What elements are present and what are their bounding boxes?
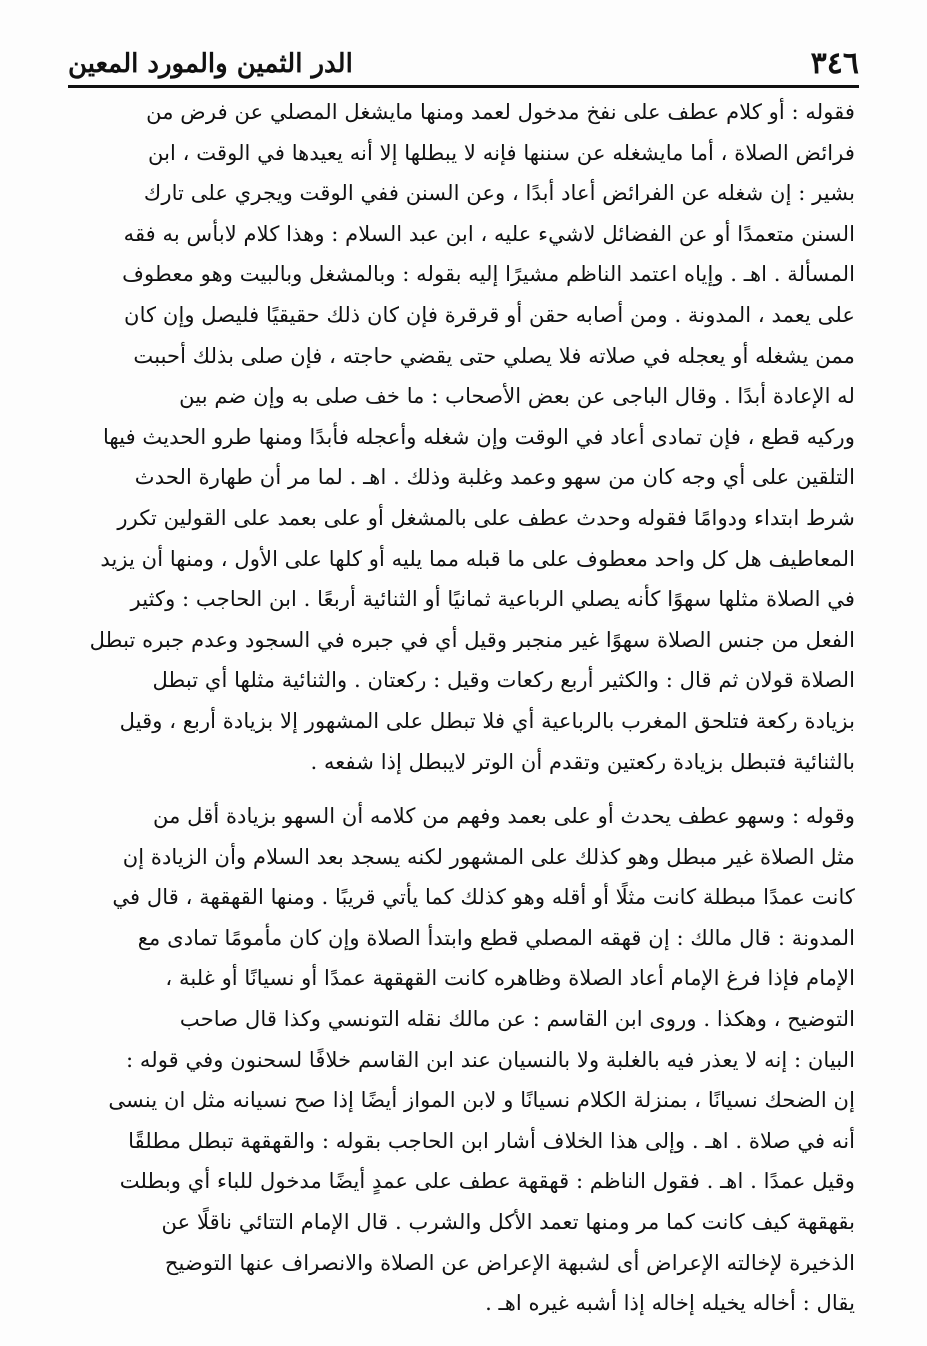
text-line: مثل الصلاة غير مبطل وهو كذلك على المشهور لكنه يسجد بعد السلام وأن الزيادة إن	[122, 843, 855, 869]
text-line: الصلاة قولان ثم قال : والكثير أربع ركعات وقيل : ركعتان . والثنائية مثلها أي تبطل	[152, 667, 855, 693]
text-line: له الإعادة أبدًا . وقال الباجى عن بعض الأصحاب : ما خف صلى به وإن ضم بين	[179, 383, 855, 409]
text-line: السنن متعمدًا أو عن الفضائل لاشيء عليه ، ابن عبد السلام : وهذا كلام لابأس به فقه	[123, 220, 855, 246]
text-line: التلقين على أي وجه كان من سهو وعمد وغلبة وذلك . اهـ . لما مر أن طهارة الحدث	[134, 464, 855, 490]
text-line: بالثنائية فتبطل بزيادة ركعتين وتقدم أن الوتر لايبطل إذا شفعه .	[310, 748, 855, 774]
text-line: بقهقهة كيف كانت كما مر ومنها تعمد الأكل والشرب . قال الإمام التتائي ناقلًا عن	[161, 1209, 855, 1235]
text-line: البيان : إنه لا يعذر فيه بالغلبة ولا بالنسيان عند ابن القاسم خلافًا لسحنون وفي قوله :	[126, 1046, 855, 1072]
text-line: فقوله : أو كلام عطف على نفخ مدخول لعمد ومنها مايشغل المصلي عن فرض من	[146, 99, 855, 124]
running-header	[68, 38, 859, 84]
text-line: في الصلاة مثلها سهوًا كأنه يصلي الرباعية ثمانيًا أو الثنائية أربعًا . ابن الحاجب : وكثير	[130, 586, 855, 612]
text-line: على يعمد ، المدونة . ومن أصابه حقن أو قرقرة فإن كان ذلك حقيقيًا فليصل وإن كان	[124, 301, 855, 327]
page-number: ٣٤٦	[810, 46, 859, 81]
text-line: الفعل من جنس الصلاة سهوًا غير منجبر وقيل أي في جبره في السجود وعدم جبره تبطل	[89, 626, 855, 652]
text-line: فرائض الصلاة ، أما مايشغله عن سننها فإنه لا يبطلها إلا أنه يعيدها في الوقت ، ابن	[148, 139, 855, 165]
text-line: المسألة . اهـ . وإياه اعتمد الناظم مشيرًا إليه بقوله : وبالمشغل وبالبيت وهو معطوف	[122, 261, 855, 287]
text-line: أنه في صلاة . اهـ . وإلى هذا الخلاف أشار ابن الحاجب بقوله : والقهقهة تبطل مطلقًا	[128, 1127, 855, 1153]
text-line: شرط ابتداء ودوامًا فقوله وحدث عطف على بالمشغل أو على بعمد على القولين تكرر	[117, 504, 855, 530]
text-line: الإمام فإذا فرغ الإمام أعاد الصلاة وظاهره كانت القهقهة عمدًا أو نسيانًا أو غلبة ،	[165, 965, 855, 991]
book-title: الدر الثمين والمورد المعين	[68, 49, 353, 79]
paragraph	[72, 796, 855, 1324]
text-line: الذخيرة لإخالته الإعراض أى لشبهة الإعراض عن الصلاة والانصراف عنها التوضيح	[164, 1249, 855, 1275]
text-line: يقال : أخاله يخيله إخاله إذا أشبه غيره اهـ .	[485, 1290, 855, 1316]
paragraph	[72, 92, 855, 782]
text-line: وقوله : وسهو عطف يحدث أو على بعمد وفهم من كلامه أن السهو بزيادة أقل من	[152, 803, 855, 829]
text-line: إن الضحك نسيانًا ، بمنزلة الكلام نسيانًا و لابن المواز أيضًا إذا صح نسيانه مثل ان ينسى	[108, 1087, 855, 1113]
header-rule	[68, 85, 859, 88]
text-line: التوضيح ، وهكذا . وروى ابن القاسم : عن مالك نقله التونسي وكذا قال صاحب	[179, 1006, 855, 1032]
text-line: بزيادة ركعة فتلحق المغرب بالرباعية أي فلا تبطل على المشهور إلا بزيادة أربع ، وقيل	[119, 707, 855, 733]
main-text	[72, 92, 855, 1324]
text-line: المعاطيف هل كل واحد معطوف على ما قبله مما يليه أو كلها على الأول ، ومنها أن يزيد	[100, 545, 855, 571]
text-line: وقيل عمدًا . اهـ . فقول الناظم : قهقهة عطف على عمدٍ أيضًا مدخول للباء أي وبطلت	[119, 1168, 855, 1194]
text-line: كانت عمدًا مبطلة كانت مثلًا أو أقله وهو كذلك كما يأتي قريبًا . ومنها القهقهة ، قال في	[112, 884, 855, 910]
text-line: ممن يشغله أو يعجله في صلاته فلا يصلي حتى يقضي حاجته ، فإن صلى بذلك أحببت	[133, 342, 855, 368]
text-line: بشير : إن شغله عن الفرائض أعاد أبدًا ، وعن السنن ففي الوقت ويجري على تارك	[143, 180, 855, 206]
text-line: وركيه قطع ، فإن تمادى أعاد في الوقت وإن شغله وأعجله فأبدًا ومنها طرو الحديث فيها	[102, 423, 855, 449]
text-line: المدونة : قال مالك : إن قهقه المصلي قطع وابتدأ الصلاة وإن كان مأمومًا تمادى مع	[137, 924, 855, 950]
